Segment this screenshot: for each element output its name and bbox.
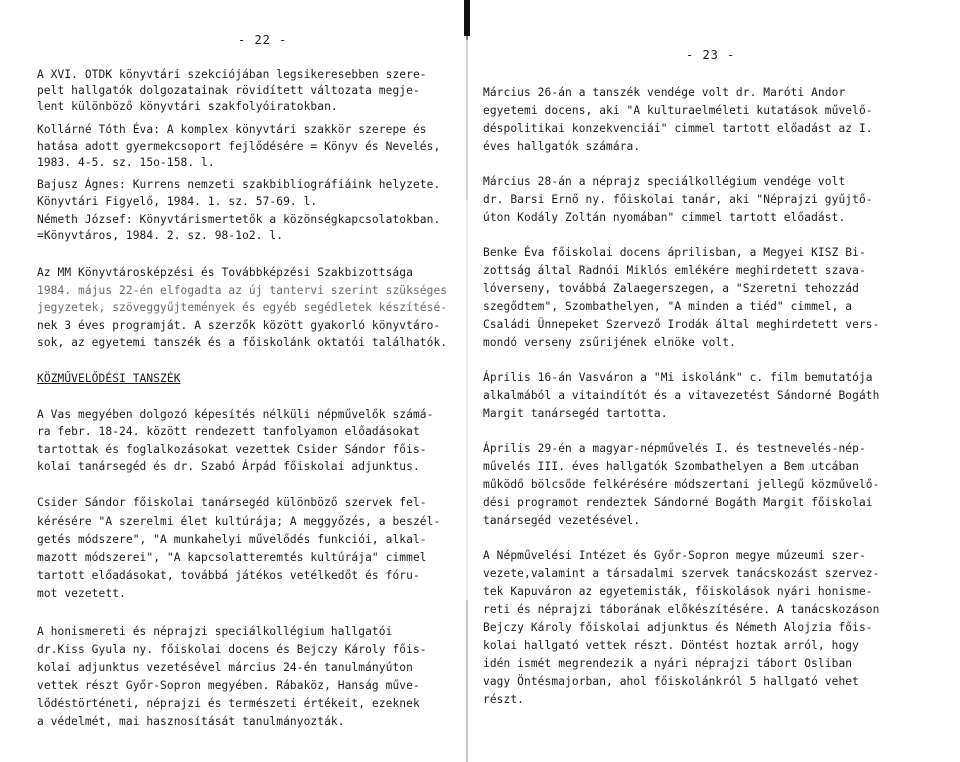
text-line: egyetemi docens, aki "A kulturaelméleti kutatások művelő- xyxy=(483,104,873,117)
text-line: működő bölcsőde felkérésére módszertani jellegű közművelő- xyxy=(483,478,880,491)
text-line: jegyzetek, szöveggyűjtemények és egyéb segédletek készítésé- xyxy=(37,301,448,314)
text-line: lent különböző könyvtári szakfolyóiratokban. xyxy=(37,100,338,113)
text-line: művelés III. éves hallgatók Szombathelyen a Bem utcában xyxy=(483,460,859,473)
text-line: A honismereti és néprajzi speciálkollégium hallgatói xyxy=(37,625,393,638)
text-line: tartott előadásokat, továbbá játékos vetélkedőt és fóru- xyxy=(37,569,420,582)
text-line: Az MM Könyvtárosképzési és Továbbképzési Szakbizottsága xyxy=(37,266,413,279)
text-line: Április 29-én a magyar-népművelés I. és testnevelés-nép- xyxy=(483,442,866,455)
text-line: Margit tanársegéd tartotta. xyxy=(483,407,668,420)
text-line: éves hallgatók számára. xyxy=(483,140,641,153)
text-line: Csider Sándor főiskolai tanársegéd különböző szervek fel- xyxy=(37,496,427,509)
text-line: Bajusz Ágnes: Kurrens nemzeti szakbibliográfiáink helyzete. xyxy=(37,178,441,191)
text-line: vezete,valamint a társadalmi szervek tanácskozást szervez- xyxy=(483,567,880,580)
text-line: a védelmét, mai hasznosítását tanulmányozták. xyxy=(37,715,345,728)
text-line: mazott módszerei", "A kapcsolatteremtés kultúrája" cimmel xyxy=(37,551,427,564)
text-line: A Vas megyében dolgozó képesítés nélküli népművelők számá- xyxy=(37,408,434,421)
text-line: dr. Barsi Ernő ny. főiskolai tanár, aki "Néprajzi gyűjtő- xyxy=(483,193,873,206)
text-line: sok, az egyetemi tanszék és a főiskolánk oktatói találhatók. xyxy=(37,336,448,349)
text-line: kolai tanársegéd és dr. Szabó Árpád főiskolai adjunktus. xyxy=(37,460,420,473)
text-line: lődéstörténeti, néprajzi és természeti értékeit, ezeknek xyxy=(37,697,420,710)
text-line: déspolitikai konzekvenciái" cimmel tartott előadást az I. xyxy=(483,122,873,135)
text-line: kérésére "A szerelmi élet kultúrája; A meggyőzés, a beszél- xyxy=(37,515,441,528)
right-page xyxy=(476,0,960,762)
left-page xyxy=(0,0,474,762)
text-line: Bejczy Károly főiskolai adjunktus és Németh Alojzia főis- xyxy=(483,621,873,634)
text-line: getés módszere", "A munkahelyi művelődés funkciói, alkal- xyxy=(37,533,427,546)
text-line: A XVI. OTDK könyvtári szekciójában legsikeresebben szere- xyxy=(37,68,427,81)
text-line: 1984. május 22-én elfogadta az új tantervi szerint szükséges xyxy=(37,284,448,297)
text-line: tanársegéd vezetésével. xyxy=(483,514,641,527)
text-line: mot vezetett. xyxy=(37,587,126,600)
text-line: idén ismét megrendezik a nyári néprajzi tábort Osliban xyxy=(483,657,853,670)
text-line: zottság által Radnói Miklós emlékére meghirdetett szava- xyxy=(483,264,866,277)
text-line: tek Kapuváron az egyetemisták, főiskolások nyári honisme- xyxy=(483,585,873,598)
text-line: pelt hallgatók dolgozatainak rövidített változata megje- xyxy=(37,84,420,97)
text-line: hatása adott gyermekcsoport fejlődésére = Könyv és Nevelés, xyxy=(37,140,441,153)
text-line: úton Kodály Zoltán nyomában" cimmel tartott előadást. xyxy=(483,211,846,224)
text-line: mondó verseny zsűrijének elnöke volt. xyxy=(483,336,736,349)
text-line: Március 26-án a tanszék vendége volt dr. Maróti Andor xyxy=(483,86,846,99)
text-line: reti és néprajzi táborának előkészítésére. A tanácskozáson xyxy=(483,603,880,616)
text-line: alkalmából a vitaindítót és a vitavezetést Sándorné Bogáth xyxy=(483,389,880,402)
text-line: Április 16-án Vasváron a "Mi iskolánk" c. film bemutatója xyxy=(483,371,873,384)
text-line: dési programot rendeztek Sándorné Bogáth Margit főiskolai xyxy=(483,496,873,509)
text-line: nek 3 éves programját. A szerzők között gyakorló könyvtáro- xyxy=(37,319,441,332)
text-line: szegődtem", Szombathelyen, "A minden a tiéd" cimmel, a xyxy=(483,300,853,313)
text-line: vagy Öntésmajorban, ahol főiskolánkról 5 hallgató vehet xyxy=(483,675,859,688)
text-line: =Könyvtáros, 1984. 2. sz. 98-1o2. l. xyxy=(37,229,284,242)
page-number: - 23 - xyxy=(686,48,736,62)
text-line: vettek részt Győr-Sopron megyében. Rábaköz, Hanság műve- xyxy=(37,679,420,692)
text-line: tartottak és foglalkozásokat vezettek Csider Sándor főis- xyxy=(37,443,427,456)
page-number: - 22 - xyxy=(238,33,288,47)
text-line: lóverseny, továbbá Zalaegerszegen, a "Szeretni tehozzád xyxy=(483,282,859,295)
text-line: kolai adjunktus vezetésével március 24-én tanulmányúton xyxy=(37,661,413,674)
text-line: Családi Ünnepeket Szervező Irodák által meghirdetett vers- xyxy=(483,318,880,331)
text-line: ra febr. 18-24. között rendezett tanfolyamon előadásokat xyxy=(37,425,420,438)
text-line: dr.Kiss Gyula ny. főiskolai docens és Bejczy Károly főis- xyxy=(37,643,427,656)
text-line: Kollárné Tóth Éva: A komplex könyvtári szakkör szerepe és xyxy=(37,123,427,136)
text-line: Németh József: Könyvtárismertetők a közönségkapcsolatokban. xyxy=(37,213,441,226)
text-line: Benke Éva főiskolai docens áprilisban, a Megyei KISZ Bi- xyxy=(483,246,866,259)
text-line: 1983. 4-5. sz. 15o-158. l. xyxy=(37,156,215,169)
text-line: részt. xyxy=(483,693,525,706)
section-heading: KÖZMŰVELŐDÉSI TANSZÉK xyxy=(37,372,181,385)
text-line: Március 28-án a néprajz speciálkollégium vendége volt xyxy=(483,175,846,188)
text-line: kolai hallgató vettek részt. Döntést hoztak arról, hogy xyxy=(483,639,859,652)
text-line: A Népművelési Intézet és Győr-Sopron megye múzeumi szer- xyxy=(483,549,866,562)
text-line: Könyvtári Figyelő, 1984. 1. sz. 57-69. l. xyxy=(37,195,318,208)
